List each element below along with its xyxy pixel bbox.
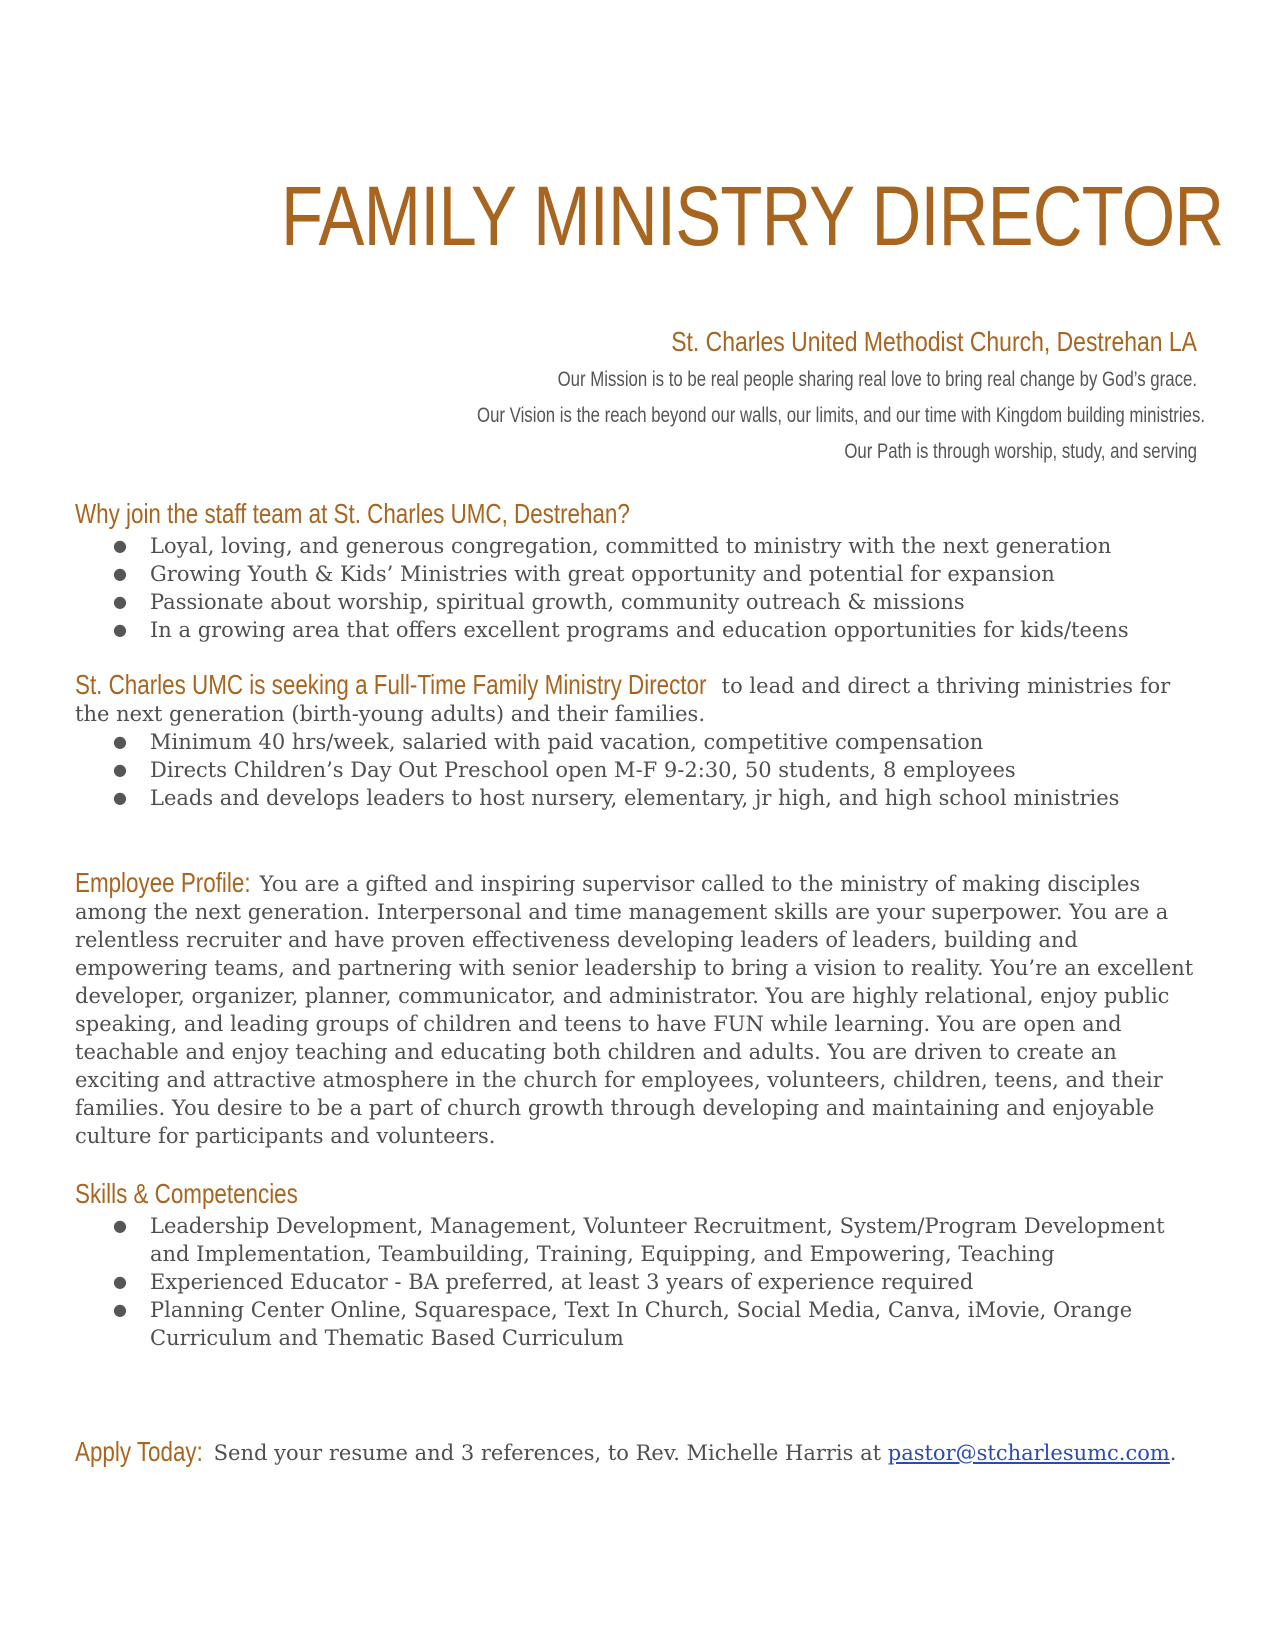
list-item: ● Growing Youth & Kids’ Ministries with great opportunity and potential for expansion xyxy=(113,562,1055,586)
apply-heading: Apply Today: xyxy=(75,1436,203,1467)
seeking-list xyxy=(75,728,1200,812)
bullet-icon: ● xyxy=(113,536,127,555)
list-item: ● Minimum 40 hrs/week, salaried with paid vacation, competitive compensation xyxy=(113,730,984,754)
seeking-paragraph xyxy=(75,665,1200,728)
church-header xyxy=(297,322,1206,470)
profile-heading: Employee Profile: xyxy=(75,867,251,898)
seeking-text: to lead and direct a thriving ministries for the next generation (birth-young adults) and their families. xyxy=(75,674,1171,726)
why-join-heading: Why join the staff team at St. Charles UMC, Destrehan? xyxy=(75,498,630,529)
bullet-icon: ● xyxy=(113,1272,127,1291)
list-item: ● Leadership Development, Management, Volunteer Recruitment, System/Program Development and Implementation, Teambuilding, Training, Equipping, and Empowering, Teaching xyxy=(113,1214,1165,1266)
apply-end: . xyxy=(1169,1441,1177,1465)
seeking-heading: St. Charles UMC is seeking a Full-Time Family Ministry Director xyxy=(75,669,707,700)
apply-section xyxy=(75,1432,1200,1467)
profile-section xyxy=(75,863,1200,1150)
bullet-icon: ● xyxy=(113,788,127,807)
list-item: ● Passionate about worship, spiritual growth, community outreach & missions xyxy=(113,590,965,614)
list-item: ● Experienced Educator - BA preferred, at least 3 years of experience required xyxy=(113,1270,974,1294)
bullet-icon: ● xyxy=(113,1216,127,1235)
bullet-icon: ● xyxy=(113,564,127,583)
bullet-icon: ● xyxy=(113,592,127,611)
why-join-list xyxy=(75,532,1200,644)
bullet-icon: ● xyxy=(113,1300,127,1319)
church-name: St. Charles United Methodist Church, Destrehan LA xyxy=(671,326,1197,357)
bullet-icon: ● xyxy=(113,732,127,751)
list-item: ● In a growing area that offers excellent programs and education opportunities for kids/teens xyxy=(113,618,1129,642)
seeking-section xyxy=(75,665,1200,812)
bullet-icon: ● xyxy=(113,760,127,779)
skills-heading: Skills & Competencies xyxy=(75,1178,298,1209)
path-statement: Our Path is through worship, study, and serving xyxy=(844,440,1197,463)
apply-text: Send your resume and 3 references, to Rev. Michelle Harris at xyxy=(207,1441,888,1465)
page-title: FAMILY MINISTRY DIRECTOR xyxy=(281,169,1224,263)
skills-section xyxy=(75,1176,1200,1352)
email-link[interactable]: pastor@stcharlesumc.com xyxy=(887,1441,1170,1465)
skills-list xyxy=(75,1212,1200,1352)
vision-statement: Our Vision is the reach beyond our walls, our limits, and our time with Kingdom building ministries. xyxy=(477,404,1206,427)
list-item: ● Leads and develops leaders to host nursery, elementary, jr high, and high school ministries xyxy=(113,786,1120,810)
list-item: ● Directs Children’s Day Out Preschool open M-F 9-2:30, 50 students, 8 employees xyxy=(113,758,1016,782)
profile-paragraph xyxy=(75,863,1200,1150)
list-item: ● Loyal, loving, and generous congregation, committed to ministry with the next generation xyxy=(113,534,1112,558)
list-item: ● Planning Center Online, Squarespace, Text In Church, Social Media, Canva, iMovie, Orange Curriculum and Thematic Based Curriculum xyxy=(113,1298,1133,1350)
bullet-icon: ● xyxy=(113,620,127,639)
profile-text: You are a gifted and inspiring supervisor called to the ministry of making disciples among the next generation. Interpersonal and time management skills are your superpower. You are a relentless recruiter and have proven effectiveness developing leaders of leaders, building and empowering teams, and partnering with senior leadership to bring a vision to reality. You’re an excellent developer, organizer, planner, communicator, and administrator. You are highly relational, enjoy public speaking, and leading groups of children and teens to have FUN while learning. You are open and teachable and enjoy teaching and educating both children and adults. You are driven to create an exciting and attractive atmosphere in the church for employees, volunteers, children, teens, and their families. You desire to be a part of church growth through developing and maintaining and enjoyable culture for participants and volunteers. xyxy=(75,872,1194,1148)
mission-statement: Our Mission is to be real people sharing real love to bring real change by God’s grace. xyxy=(557,368,1197,391)
apply-paragraph xyxy=(75,1432,1200,1467)
why-join-section xyxy=(75,496,1200,644)
